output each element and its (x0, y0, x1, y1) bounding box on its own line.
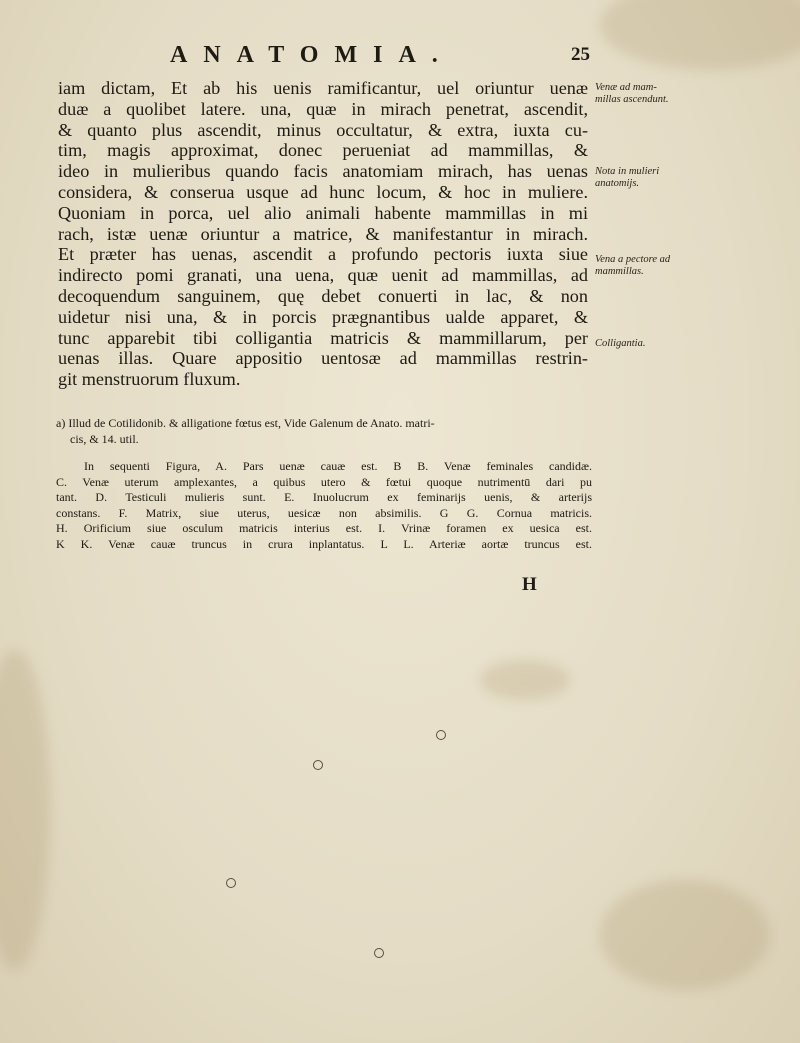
text-line: considera, & conserua usque ad hunc locum, & hoc in muliere. (58, 181, 588, 202)
page-number: 25 (571, 44, 590, 65)
margin-note: Vena a pectore ad mammillas. (595, 254, 671, 277)
text-line: tim, magis approximat, donec perueniat ad mammillas, & (58, 140, 588, 161)
footnote-line: a) Illud de Cotilidonib. & alligatione fœtus est, Vide Galenum de Anato. matri- (56, 416, 435, 430)
text-line: decoquendum sanguinem, quę debet conuerti in lac, & non (58, 285, 588, 306)
show-through-mark (313, 760, 323, 770)
legend-line: tant. D. Testiculi mulieris sunt. E. Inuolucrum ex feminarijs uenis, & arterijs (56, 490, 592, 504)
paper-stain (0, 650, 50, 970)
text-line: Et præter has uenas, ascendit a profundo pectoris iuxta siue (58, 244, 588, 265)
text-line: iam dictam, Et ab his uenis ramificantur, uel oriuntur uenæ (58, 78, 588, 98)
show-through-mark (226, 878, 236, 888)
text-line: git menstruorum fluxum. (58, 369, 241, 390)
text-line: & quanto plus ascendit, minus occultatur, & extra, iuxta cu- (58, 119, 588, 140)
legend-line: K K. Venæ cauæ truncus in crura inplantatus. L L. Arteriæ aortæ truncus est. (56, 536, 592, 551)
legend-line: H. Orificium siue osculum matricis interius est. I. Vrinæ foramen ex uesica est. (56, 521, 592, 535)
figure-legend (56, 459, 592, 552)
margin-note: Nota in mulieri anatomijs. (595, 166, 660, 189)
show-through-mark (436, 730, 446, 740)
paper-stain (600, 880, 770, 990)
text-line: uidetur nisi una, & in porcis prægnantibus ualde apparet, & (58, 306, 588, 327)
legend-line: C. Venæ uterum amplexantes, a quibus utero & fœtui quoque nutrimentū dari pu (56, 474, 592, 489)
text-line: rach, istæ uenæ oriuntur a matrice, & manifestantur in mirach. (58, 223, 588, 244)
footnote-line: cis, & 14. util. (70, 431, 139, 446)
paper-stain (480, 660, 570, 700)
margin-note: Venæ ad mam- millas ascendunt. (595, 82, 669, 105)
legend-line: constans. F. Matrix, siue uterus, uesicæ non absimilis. G G. Cornua matricis. (56, 505, 592, 520)
signature-mark: H (522, 574, 537, 595)
legend-line: In sequenti Figura, A. Pars uenæ cauæ est. B B. Venæ feminales candidæ. (84, 459, 592, 473)
text-line: tunc apparebit tibi colligantia matricis & mammillarum, per (58, 327, 588, 348)
paper-stain (600, 0, 800, 70)
main-text (58, 78, 588, 390)
text-line: uenas illas. Quare appositio uentosæ ad mammillas restrin- (58, 348, 588, 369)
text-line: ideo in mulieribus quando facis anatomiam mirach, has uenas (58, 161, 588, 182)
margin-note: Colligantia. (595, 338, 646, 349)
text-line: Quoniam in porca, uel alio animali habente mammillas in mi (58, 202, 588, 223)
page-header (170, 42, 590, 72)
text-line: duæ a quolibet latere. una, quæ in mirach penetrat, ascendit, (58, 98, 588, 119)
running-title: ANATOMIA. (170, 42, 454, 68)
footnote (56, 416, 592, 447)
show-through-mark (374, 948, 384, 958)
text-line: indirecto pomi granati, una uena, quæ uenit ad mammillas, ad (58, 265, 588, 286)
